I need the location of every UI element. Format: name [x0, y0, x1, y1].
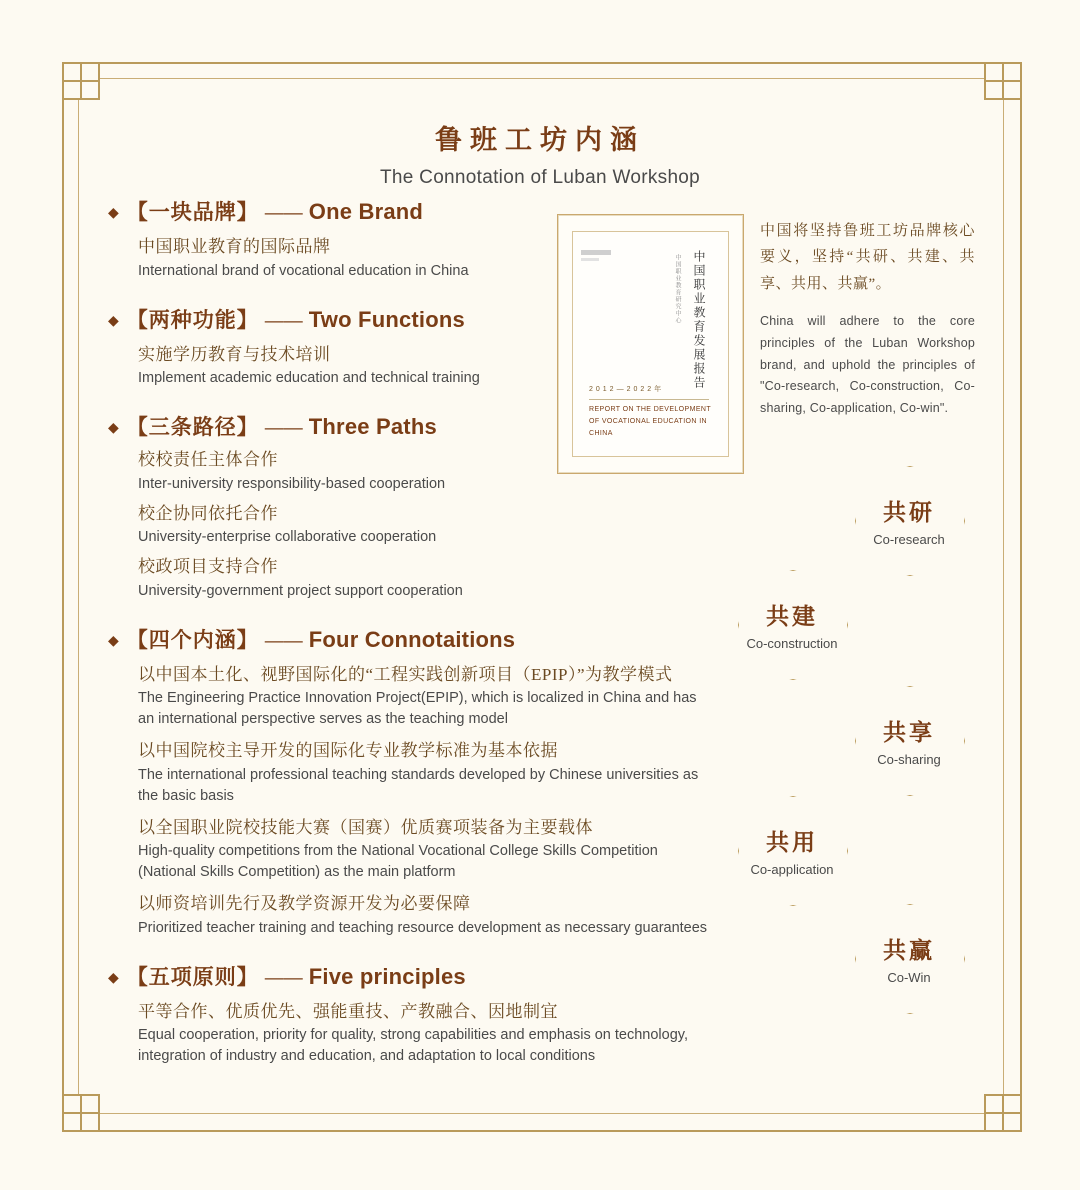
section-title-cn: 【一块品牌】	[126, 200, 259, 224]
book-subtitle-cn: 中国职业教育研究中心	[674, 254, 680, 324]
medallion-co-research	[855, 466, 963, 574]
medallion-co-construction	[738, 570, 846, 678]
item-text-cn: 实施学历教育与技术培训	[138, 344, 331, 364]
item-text-en: International brand of vocational education in China	[138, 262, 469, 279]
section-title-cn: 【两种功能】	[126, 307, 259, 332]
section-heading	[108, 961, 708, 991]
section-four-connotations	[108, 624, 708, 939]
section-dash: ——	[264, 418, 303, 440]
book-cover-inner-border	[572, 231, 729, 457]
diamond-bullet-icon: ◆	[108, 968, 119, 985]
list-item	[138, 738, 708, 807]
list-item	[138, 554, 708, 602]
medallion-label-cn: 共建	[766, 603, 818, 629]
item-text-en: Inter-university responsibility-based cooperation	[138, 475, 446, 492]
section-title-cn: 【五项原则】	[126, 964, 259, 989]
section-dash: ——	[264, 630, 303, 652]
book-year-range: 2012—2022年	[589, 386, 665, 393]
section-title-en: Four Connotaitions	[308, 626, 516, 652]
medallion-label-cn: 共研	[883, 499, 935, 525]
diamond-bullet-icon: ◆	[108, 419, 119, 436]
item-text-en: Prioritized teacher training and teaching resource development as necessary guarantees	[138, 919, 708, 936]
item-text-cn: 校政项目支持合作	[138, 557, 278, 577]
item-text-en: The international professional teaching standards developed by Chinese universities as the basic basis	[138, 766, 699, 804]
item-text-cn: 以师资培训先行及教学资源开发为必要保障	[138, 894, 471, 914]
section-title-en: One Brand	[308, 199, 424, 224]
diamond-bullet-icon: ◆	[108, 631, 119, 648]
item-text-cn: 校企协同依托合作	[138, 503, 278, 523]
right-note	[760, 218, 975, 420]
page-title-en: The Connotation of Luban Workshop	[379, 167, 701, 188]
diamond-bullet-icon: ◆	[108, 204, 119, 220]
medallion-label-en: Co-Win	[887, 969, 931, 985]
item-text-cn: 以全国职业院校技能大赛（国赛）优质赛项装备为主要载体	[138, 817, 593, 837]
item-text-en: The Engineering Practice Innovation Project(EPIP), which is localized in China and has an international perspective serves as the teaching model	[138, 690, 697, 728]
item-text-en: University-government project support cooperation	[138, 582, 463, 599]
diamond-bullet-icon: ◆	[108, 311, 119, 328]
medallion-co-sharing	[855, 686, 963, 794]
section-title-en: Three Paths	[308, 414, 437, 440]
book-title-cn: 中国职业教育发展报告	[692, 250, 706, 390]
medallion-co-application	[738, 796, 846, 904]
medallion-label-en: Co-research	[873, 531, 945, 547]
report-book-cover-image	[557, 214, 744, 474]
section-heading	[108, 624, 708, 654]
corner-ornament-bottom-left	[62, 1094, 100, 1132]
section-five-principles	[108, 961, 708, 1068]
book-divider	[589, 399, 709, 400]
list-item	[138, 662, 708, 731]
book-title-en: REPORT ON THE DEVELOPMENT OF VOCATIONAL EDUCATION IN CHINA	[589, 406, 711, 438]
item-text-cn: 平等合作、优质优先、强能重技、产教融合、因地制宜	[138, 1001, 558, 1021]
corner-ornament-top-left	[62, 62, 100, 100]
section-title-cn: 【四个内涵】	[126, 627, 259, 652]
corner-ornament-bottom-right	[984, 1094, 1022, 1132]
item-text-en: University-enterprise collaborative cooperation	[138, 529, 437, 546]
list-item	[138, 999, 708, 1068]
medallion-label-en: Co-construction	[746, 635, 838, 651]
section-title-cn: 【三条路径】	[126, 415, 259, 440]
list-item	[138, 501, 708, 549]
page-title-cn: 鲁班工坊内涵	[435, 125, 645, 155]
section-title-en: Five principles	[308, 963, 466, 989]
section-dash: ——	[264, 967, 303, 989]
book-logo-bar-secondary-icon	[581, 258, 599, 261]
item-text-en: Equal cooperation, priority for quality, strong capabilities and emphasis on technology, integration of industry and education, and adaptation to local conditions	[138, 1027, 688, 1065]
right-note-en: China will adhere to the core principles of the Luban Workshop brand, and uphold the principles of "Co-research, Co-construction, Co-sharing, Co-application, Co-win".	[760, 313, 975, 416]
item-text-en: Implement academic education and technical training	[138, 370, 480, 387]
section-title-en: Two Functions	[308, 306, 465, 332]
page-header	[0, 118, 1080, 189]
item-text-en: High-quality competitions from the National Vocational College Skills Competition (National Skills Competition) as the main platform	[138, 843, 658, 881]
item-text-cn: 校校责任主体合作	[138, 450, 278, 470]
medallion-co-win	[855, 904, 963, 1012]
medallion-label-cn: 共用	[766, 829, 818, 855]
right-note-cn: 中国将坚持鲁班工坊品牌核心要义，坚持“共研、共建、共享、共用、共赢”。	[760, 223, 975, 292]
section-dash: ——	[264, 310, 303, 332]
medallion-label-en: Co-sharing	[877, 751, 941, 767]
item-text-cn: 以中国院校主导开发的国际化专业教学标准为基本依据	[138, 741, 558, 761]
item-text-cn: 中国职业教育的国际品牌	[138, 237, 331, 256]
list-item	[138, 891, 708, 939]
item-text-cn: 以中国本土化、视野国际化的“工程实践创新项目（EPIP）”为教学模式	[138, 664, 673, 684]
medallion-label-cn: 共享	[883, 719, 935, 745]
section-dash: ——	[264, 203, 303, 224]
list-item	[138, 815, 708, 884]
corner-ornament-top-right	[984, 62, 1022, 100]
medallion-label-en: Co-application	[750, 861, 834, 877]
medallion-label-cn: 共赢	[883, 937, 935, 963]
book-logo-bar-icon	[581, 250, 611, 255]
